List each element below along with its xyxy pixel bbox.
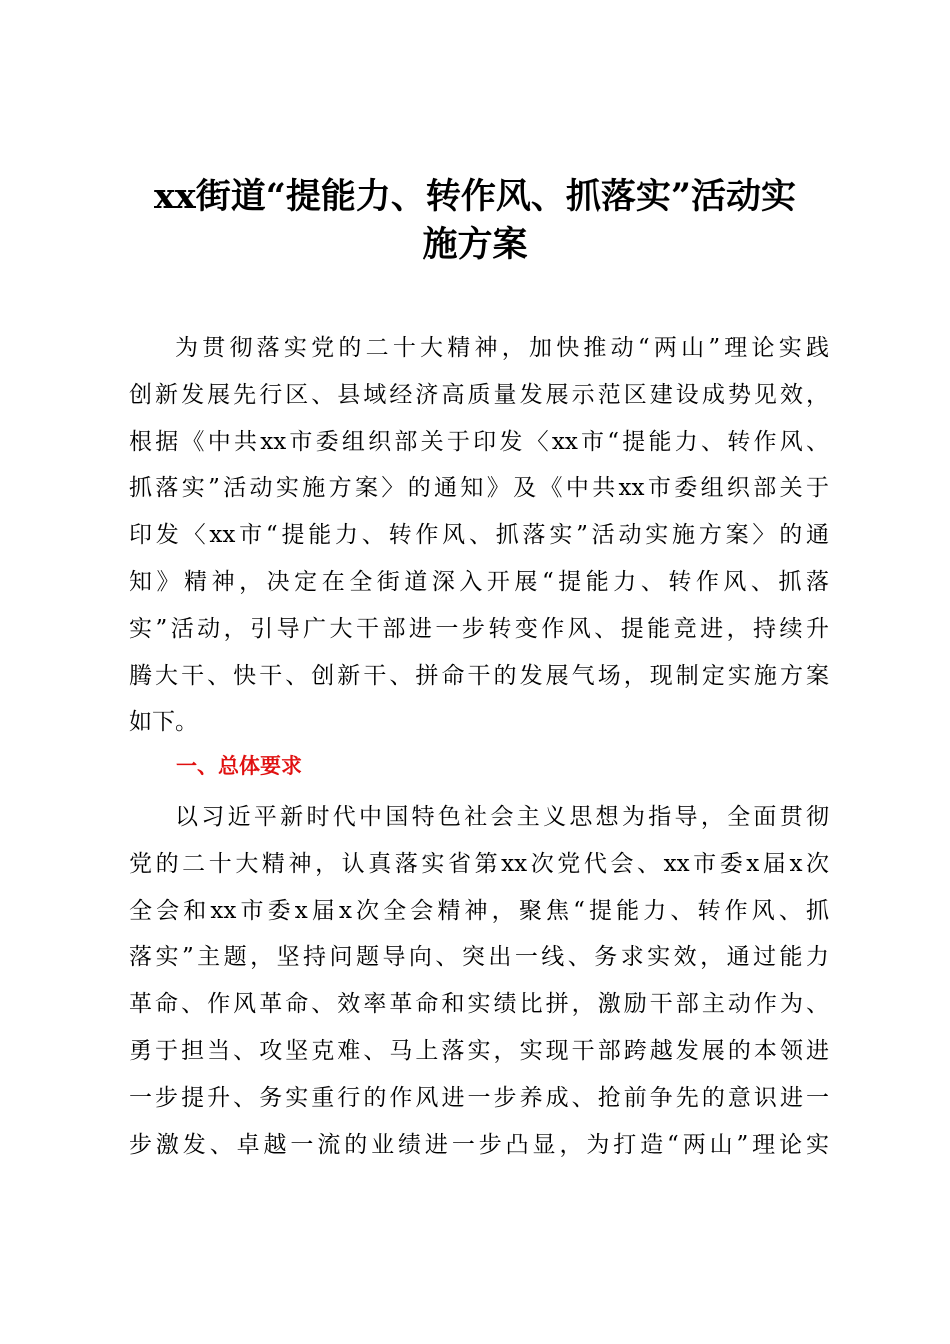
paragraph-line: 勇于担当、攻坚克难、马上落实，实现干部跨越发展的本领进: [129, 1037, 829, 1064]
paragraph-line: 实”活动，引导广大干部进一步转变作风、提能竞进，持续升: [129, 615, 829, 642]
paragraph-general-requirements: [129, 794, 829, 1168]
paragraph-line: 抓落实”活动实施方案〉的通知》及《中共xx市委组织部关于: [129, 475, 829, 502]
paragraph-intro: [129, 325, 829, 746]
paragraph-line: 步激发、卓越一流的业绩进一步凸显，为打造“两山”理论实: [129, 1131, 829, 1158]
paragraph-line: 一步提升、务实重行的作风进一步养成、抢前争先的意识进一: [129, 1084, 829, 1111]
paragraph-line: 创新发展先行区、县域经济高质量发展示范区建设成势见效，: [129, 381, 829, 408]
document-title-line-1: xx街道“提能力、转作风、抓落实”活动实: [154, 176, 796, 217]
paragraph-line: 知》精神，决定在全街道深入开展“提能力、转作风、抓落: [129, 568, 829, 595]
paragraph-line: 为贯彻落实党的二十大精神，加快推动“两山”理论实践: [175, 335, 829, 361]
paragraph-line: 根据《中共xx市委组织部关于印发〈xx市“提能力、转作风、: [129, 428, 829, 455]
paragraph-line: 党的二十大精神，认真落实省第xx次党代会、xx市委x届x次: [129, 850, 829, 877]
paragraph-line: 革命、作风革命、效率革命和实绩比拼，激励干部主动作为、: [129, 991, 829, 1018]
paragraph-line: 以习近平新时代中国特色社会主义思想为指导，全面贯彻: [175, 804, 829, 830]
paragraph-line: 全会和xx市委x届x次全会精神，聚焦“提能力、转作风、抓: [129, 897, 829, 924]
section-heading: 一、总体要求: [176, 754, 302, 778]
paragraph-line: 印发〈xx市“提能力、转作风、抓落实”活动实施方案〉的通: [129, 522, 829, 549]
paragraph-line: 如下。: [129, 709, 198, 736]
document-title-line-2: 施方案: [422, 224, 528, 265]
paragraph-line: 落实”主题，坚持问题导向、突出一线、务求实效，通过能力: [129, 944, 829, 971]
paragraph-line: 腾大干、快干、创新干、拼命干的发展气场，现制定实施方案: [129, 662, 829, 689]
